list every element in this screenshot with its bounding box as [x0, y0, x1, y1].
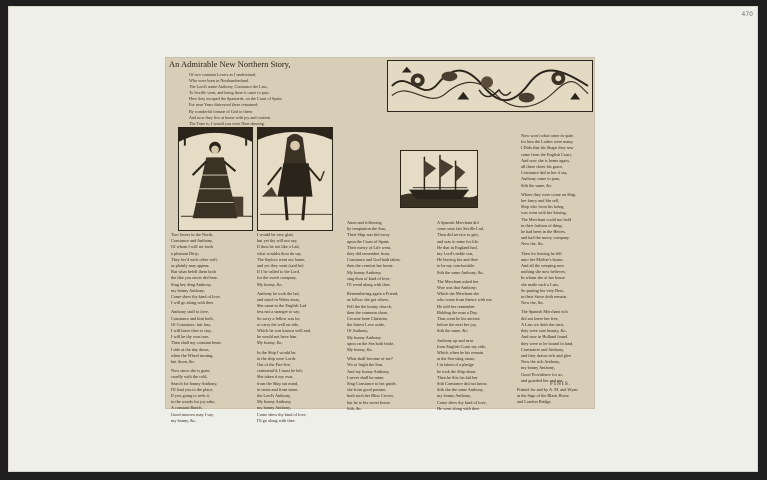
verse-line: Thou did service to gett, — [437, 232, 479, 238]
verse-line: Constance and Anthony, — [171, 238, 213, 244]
verse-line: He that in England had, — [437, 244, 478, 250]
verse-line: Which the Merchant she — [437, 291, 480, 297]
verse-line: her fancy and Sin sell, — [521, 198, 560, 204]
verse-column-5 — [521, 133, 593, 384]
verse-line: and yet they went (said he) — [257, 263, 304, 269]
verse-line: to carry the well on tide, — [257, 321, 299, 327]
verse-line: less not a stranger to say, — [257, 309, 300, 315]
verse-line: So sorry a fellow was he, — [257, 315, 301, 321]
verse-line: My bonny, &c. — [257, 281, 283, 287]
verse-line: Constancie and Anthony, — [521, 346, 565, 352]
verse-line: I would be very glad, — [257, 232, 294, 237]
verse-line: they were to be bound in land, — [521, 340, 574, 346]
verse-line: what wouldst thou do say, — [257, 250, 302, 256]
verse-line: Come shew thy kind of love, — [171, 294, 221, 300]
verse-line: from English Coast my side, — [437, 343, 487, 349]
verse-line: Good Providence for us, — [521, 371, 564, 377]
verse-line: Thus went he his ancient — [437, 316, 480, 322]
verse-line: Ship who from his being — [521, 204, 564, 210]
intro-line: Who were born in Northumberland. — [189, 78, 250, 84]
verse-line: he would not have him. — [257, 334, 298, 340]
verse-line: Remembering again a Friend, — [347, 291, 399, 297]
verse-line: Sith she the same Anthony, — [437, 387, 484, 393]
verse-column-1 — [171, 232, 249, 424]
verse-line: the fairest Love aside, — [347, 322, 385, 328]
verse-line: I will go along with thee. — [171, 300, 215, 306]
verse-line: before the next her joy, — [437, 322, 477, 328]
verse-line: and guarded her and me. — [521, 377, 564, 383]
verse-line: unto her Mother's house, — [521, 256, 564, 262]
verse-line: I ride at the day dawn, — [171, 346, 210, 352]
intro-line: For near Years distressed there remained; — [189, 102, 259, 108]
verse-line: and stayd in Wales away, — [257, 297, 301, 303]
verse-line: and they drawn rich and glee. — [521, 352, 572, 358]
verse-line: commend'd, I must be left, — [257, 368, 303, 374]
verse-line: Anthony came to pass, — [521, 176, 561, 182]
verse-line: Anthony he took the lad, — [257, 290, 300, 296]
intro-line: The Lord's name Anthony, Constance the Lass, — [189, 84, 268, 90]
verse-line: A Spanish Merchant did — [437, 220, 479, 225]
verse-line: Of Constance, fair lass, — [171, 321, 212, 327]
verse-line: The Merchant could not hold — [521, 216, 572, 222]
verse-line: I'll lead you to the place, — [171, 386, 214, 392]
verse-line: was went with her kissing, — [521, 210, 567, 216]
verse-line: come unto fair Seville Lad, — [437, 226, 484, 232]
verse-line: Fell the the bonny church, — [347, 303, 392, 309]
verse-line: And my bonny Anthony, — [347, 368, 390, 374]
verse-line: Then for leaving he fell — [521, 250, 562, 256]
verse-line: If you going to seek it, — [171, 393, 210, 399]
verse-line: they were sure beauty, &c. — [521, 328, 567, 334]
verse-line: Crowne hene Christian, — [347, 316, 388, 322]
verse-line: My bonny Anthony, — [347, 269, 382, 275]
verse-line: at the Sea-sting cause, — [437, 356, 476, 362]
verse-line: Then he Sits his bid her — [437, 374, 478, 380]
verse-line: They lov'd each other well, — [171, 256, 218, 262]
finis-mark: FINIS. — [550, 381, 572, 387]
broadside-sheet — [165, 57, 595, 423]
verse-line: Come shew thy kind of love, — [257, 411, 307, 417]
verse-line: from the Ship out mind, — [257, 380, 299, 386]
verse-line: I'll go along with thee. — [257, 417, 296, 423]
verse-line: both such her Bliss Crown, — [347, 393, 394, 399]
verse-line: Bidding the man a Day, — [437, 309, 478, 315]
verse-line: my bonny Anthony, — [521, 365, 555, 371]
verse-line: he had been in the Heires, — [521, 229, 566, 235]
verse-line: the Lord's Anthony, — [257, 393, 291, 399]
woodcut-lady — [178, 127, 253, 231]
verse-line: Their merry of Life went, — [347, 244, 392, 250]
colophon-line: Printed for and by A. M. and Wyatt — [517, 387, 578, 392]
verse-line: I'll wend along with thee. — [347, 282, 391, 288]
intro-line: How they escaped the Spaniards, on the Coast of Spain — [189, 96, 282, 102]
verse-line: The Saylors went out home, — [257, 256, 306, 262]
ballad-intro — [189, 72, 369, 127]
woodcut-ship — [400, 150, 478, 208]
verse-line: My bonny, &c. — [347, 347, 373, 353]
verse-line: A constant Bunch, — [171, 405, 203, 411]
verse-line: in their fashion of thing, — [521, 222, 563, 228]
verse-line: to be my comfortable: — [437, 263, 476, 269]
verse-line: Sing Constance to her guide, — [347, 381, 397, 387]
verse-line: and had the merry company. — [521, 235, 570, 241]
verse-line: in stone and from stone, — [257, 386, 299, 392]
verse-line: my bonny Anthony, — [171, 287, 205, 293]
verse-line: In the Ship I would be, — [257, 349, 297, 355]
verse-line: for him the Ladies were many, — [521, 139, 574, 145]
verse-line: Come shew thy kind of love, — [437, 399, 487, 405]
verse-line: my Lord's noble son, — [437, 251, 474, 257]
verse-line: all these cheer his grace, — [521, 164, 564, 170]
verse-line: He went along with thee. — [437, 405, 481, 411]
verse-line: My bonny Anthony, — [347, 334, 382, 340]
verse-line: Now since she is gone, — [171, 368, 211, 374]
verse-line: My bonny, &c. — [257, 340, 283, 346]
verse-line: my bonny, &c. — [171, 417, 197, 423]
verse-line: they did remember from, — [347, 251, 390, 257]
verse-line: But what befell them both — [171, 269, 216, 275]
verse-line: upon the Coast of Spain; — [347, 238, 390, 244]
verse-line: when the Wheel turning, — [171, 352, 214, 358]
verse-line: who come from thence with me, — [437, 297, 493, 303]
verse-line: Of Anthony, — [347, 328, 369, 334]
verse-line: Which when he his remain — [437, 350, 484, 356]
verse-line: Constance and him both, — [171, 315, 214, 321]
verse-column-2 — [257, 232, 337, 424]
verse-line: Anthony up and near — [437, 337, 474, 343]
verse-line: If I be called to the Lord, — [257, 269, 301, 275]
verse-line: but Anon, &c. — [171, 359, 196, 365]
verse-line: So parting her very Rest, — [521, 287, 564, 293]
verse-line: Two lovers in the North, — [171, 232, 214, 237]
verse-line: I Dido that his Shape they saw — [521, 145, 574, 151]
verse-line: in the ship were Lords — [257, 355, 296, 361]
ballad-title: An Admirable New Northern Story, — [169, 59, 291, 69]
verse-line: the like you never did hear. — [171, 275, 218, 281]
verse-line: Out of the Fire-fire, — [257, 362, 291, 368]
intro-line: And now they live at home with joy and content. — [189, 114, 271, 120]
verse-line: did not leave her free, — [521, 315, 559, 321]
verse-line: upon on the Sea both bride, — [347, 340, 395, 346]
verse-line: I will leave thee to stay, — [171, 328, 212, 334]
verse-line: Woe was that Anthony; — [437, 285, 478, 291]
verse-line: Good morrow may I say, — [171, 411, 214, 417]
verse-line: The Spanish Merchant rich — [521, 309, 568, 315]
verse-line: She taken it my own, — [257, 374, 294, 380]
verse-line: came from the English Court, — [521, 151, 572, 157]
verse-line: The Merchant asked her — [437, 278, 479, 284]
verse-line: And all the weeping now — [521, 263, 565, 269]
verse-column-3 — [347, 220, 429, 412]
verse-line: in the woods for joy sake, — [171, 399, 216, 405]
intro-line: Of two constant Lovers as I understand, — [189, 72, 256, 77]
verse-line: cruelly with the cold, — [171, 374, 208, 380]
verse-line: What shall become of me? — [347, 356, 393, 362]
verse-line: but he to his sweet home. — [347, 399, 391, 405]
verse-line: for the sweet company. — [257, 275, 297, 281]
verse-line: He leaving her and thee — [437, 257, 478, 263]
verse-line: I in token of a pledge — [437, 362, 474, 368]
verse-line: Now won't what came in spite, — [521, 133, 575, 138]
verse-column-4 — [437, 220, 517, 412]
verse-line: by temptation the Sun, — [347, 226, 386, 232]
verse-line: In whom she at her house — [521, 275, 566, 281]
verse-line: Sith the same, &c. — [437, 328, 469, 334]
verse-line: If thou be not like a Lad, — [257, 244, 300, 250]
verse-line: then the comfort her home. — [347, 263, 394, 269]
catalog-mark: 470 — [741, 11, 753, 18]
verse-line: Sith Constance did not know, — [437, 381, 488, 387]
verse-line: in their Stove doth remain. — [521, 294, 567, 300]
verse-line: Sith the same, &c. — [521, 182, 553, 188]
verse-line: then the common shore, — [347, 309, 389, 315]
verse-line: Then shall my constant heart, — [171, 340, 222, 346]
verse-line: Constance and God hath taken, — [347, 257, 401, 263]
verse-line: she from good pasture, — [347, 387, 387, 393]
verse-line: Sing hey ding Anthony, — [171, 281, 212, 287]
verse-line: He told her remember — [437, 303, 475, 309]
verse-line: Anthony stuff to love, — [171, 309, 209, 315]
verse-line: Where they were come on Ship, — [521, 191, 577, 197]
verse-line: And now in Holland found — [521, 334, 568, 340]
intro-line: The Tune is, I would you were Nine dancing. — [189, 120, 265, 126]
verse-line: Now the, &c. — [521, 241, 545, 247]
verse-line: Anon and following — [347, 220, 382, 225]
verse-line: Now the, &c. — [521, 300, 545, 306]
verse-line: as follow she got where, — [347, 297, 389, 303]
verse-line: I never shall be mine; — [347, 374, 385, 380]
verse-line: Search for bonny Anthony, — [171, 380, 218, 386]
colophon-line: and London Bridge. — [517, 399, 552, 404]
ornamental-band-woodcut — [387, 60, 593, 112]
verse-line: Sith the same Anthony, &c. — [437, 269, 485, 275]
verse-line: and was to mine for life. — [437, 238, 480, 244]
intro-line: By wonderful fortune of God to them: — [189, 108, 253, 114]
colophon-line: at the Sign of the Black Horse — [517, 393, 569, 398]
verse-line: he took the Ship alone, — [437, 368, 477, 374]
verse-line: she made such a Lass, — [521, 281, 560, 287]
verse-line: Constance did in her it say, — [521, 170, 568, 176]
verse-line: Which he was known well and, — [257, 328, 311, 334]
verse-line: My bonny Anthony, — [257, 399, 292, 405]
intro-line: To Seville went, and being there it came to pass — [189, 90, 269, 96]
verse-line: a pleasant Ditty; — [171, 250, 200, 256]
verse-line: She came to the English Lad — [257, 303, 307, 309]
verse-line: Wo to fright the Sun, — [347, 362, 384, 368]
verse-line: A Lass we doth she trust, — [521, 321, 565, 327]
imprint-colophon — [517, 387, 591, 405]
verse-line: nothing she now believes; — [521, 269, 566, 275]
verse-line: And now she is home again, — [521, 157, 570, 163]
woodcut-gentleman — [257, 127, 333, 231]
verse-line: Now the rich Anthony, — [521, 359, 561, 365]
verse-line: I will be thy own true, — [171, 334, 210, 340]
verse-line: Sith, &c. — [347, 405, 363, 411]
verse-line: my bonny Anthony, — [257, 405, 291, 411]
verse-line: Their Ship was hid away — [347, 232, 390, 238]
verse-line: but yet thy will not say, — [257, 238, 298, 244]
verse-line: my bonny Anthony, — [437, 393, 471, 399]
verse-line: sing thou of kind of love, — [347, 275, 391, 281]
verse-line: Of whom I will set forth — [171, 244, 213, 250]
verse-line: as plainly may appear, — [171, 263, 210, 269]
